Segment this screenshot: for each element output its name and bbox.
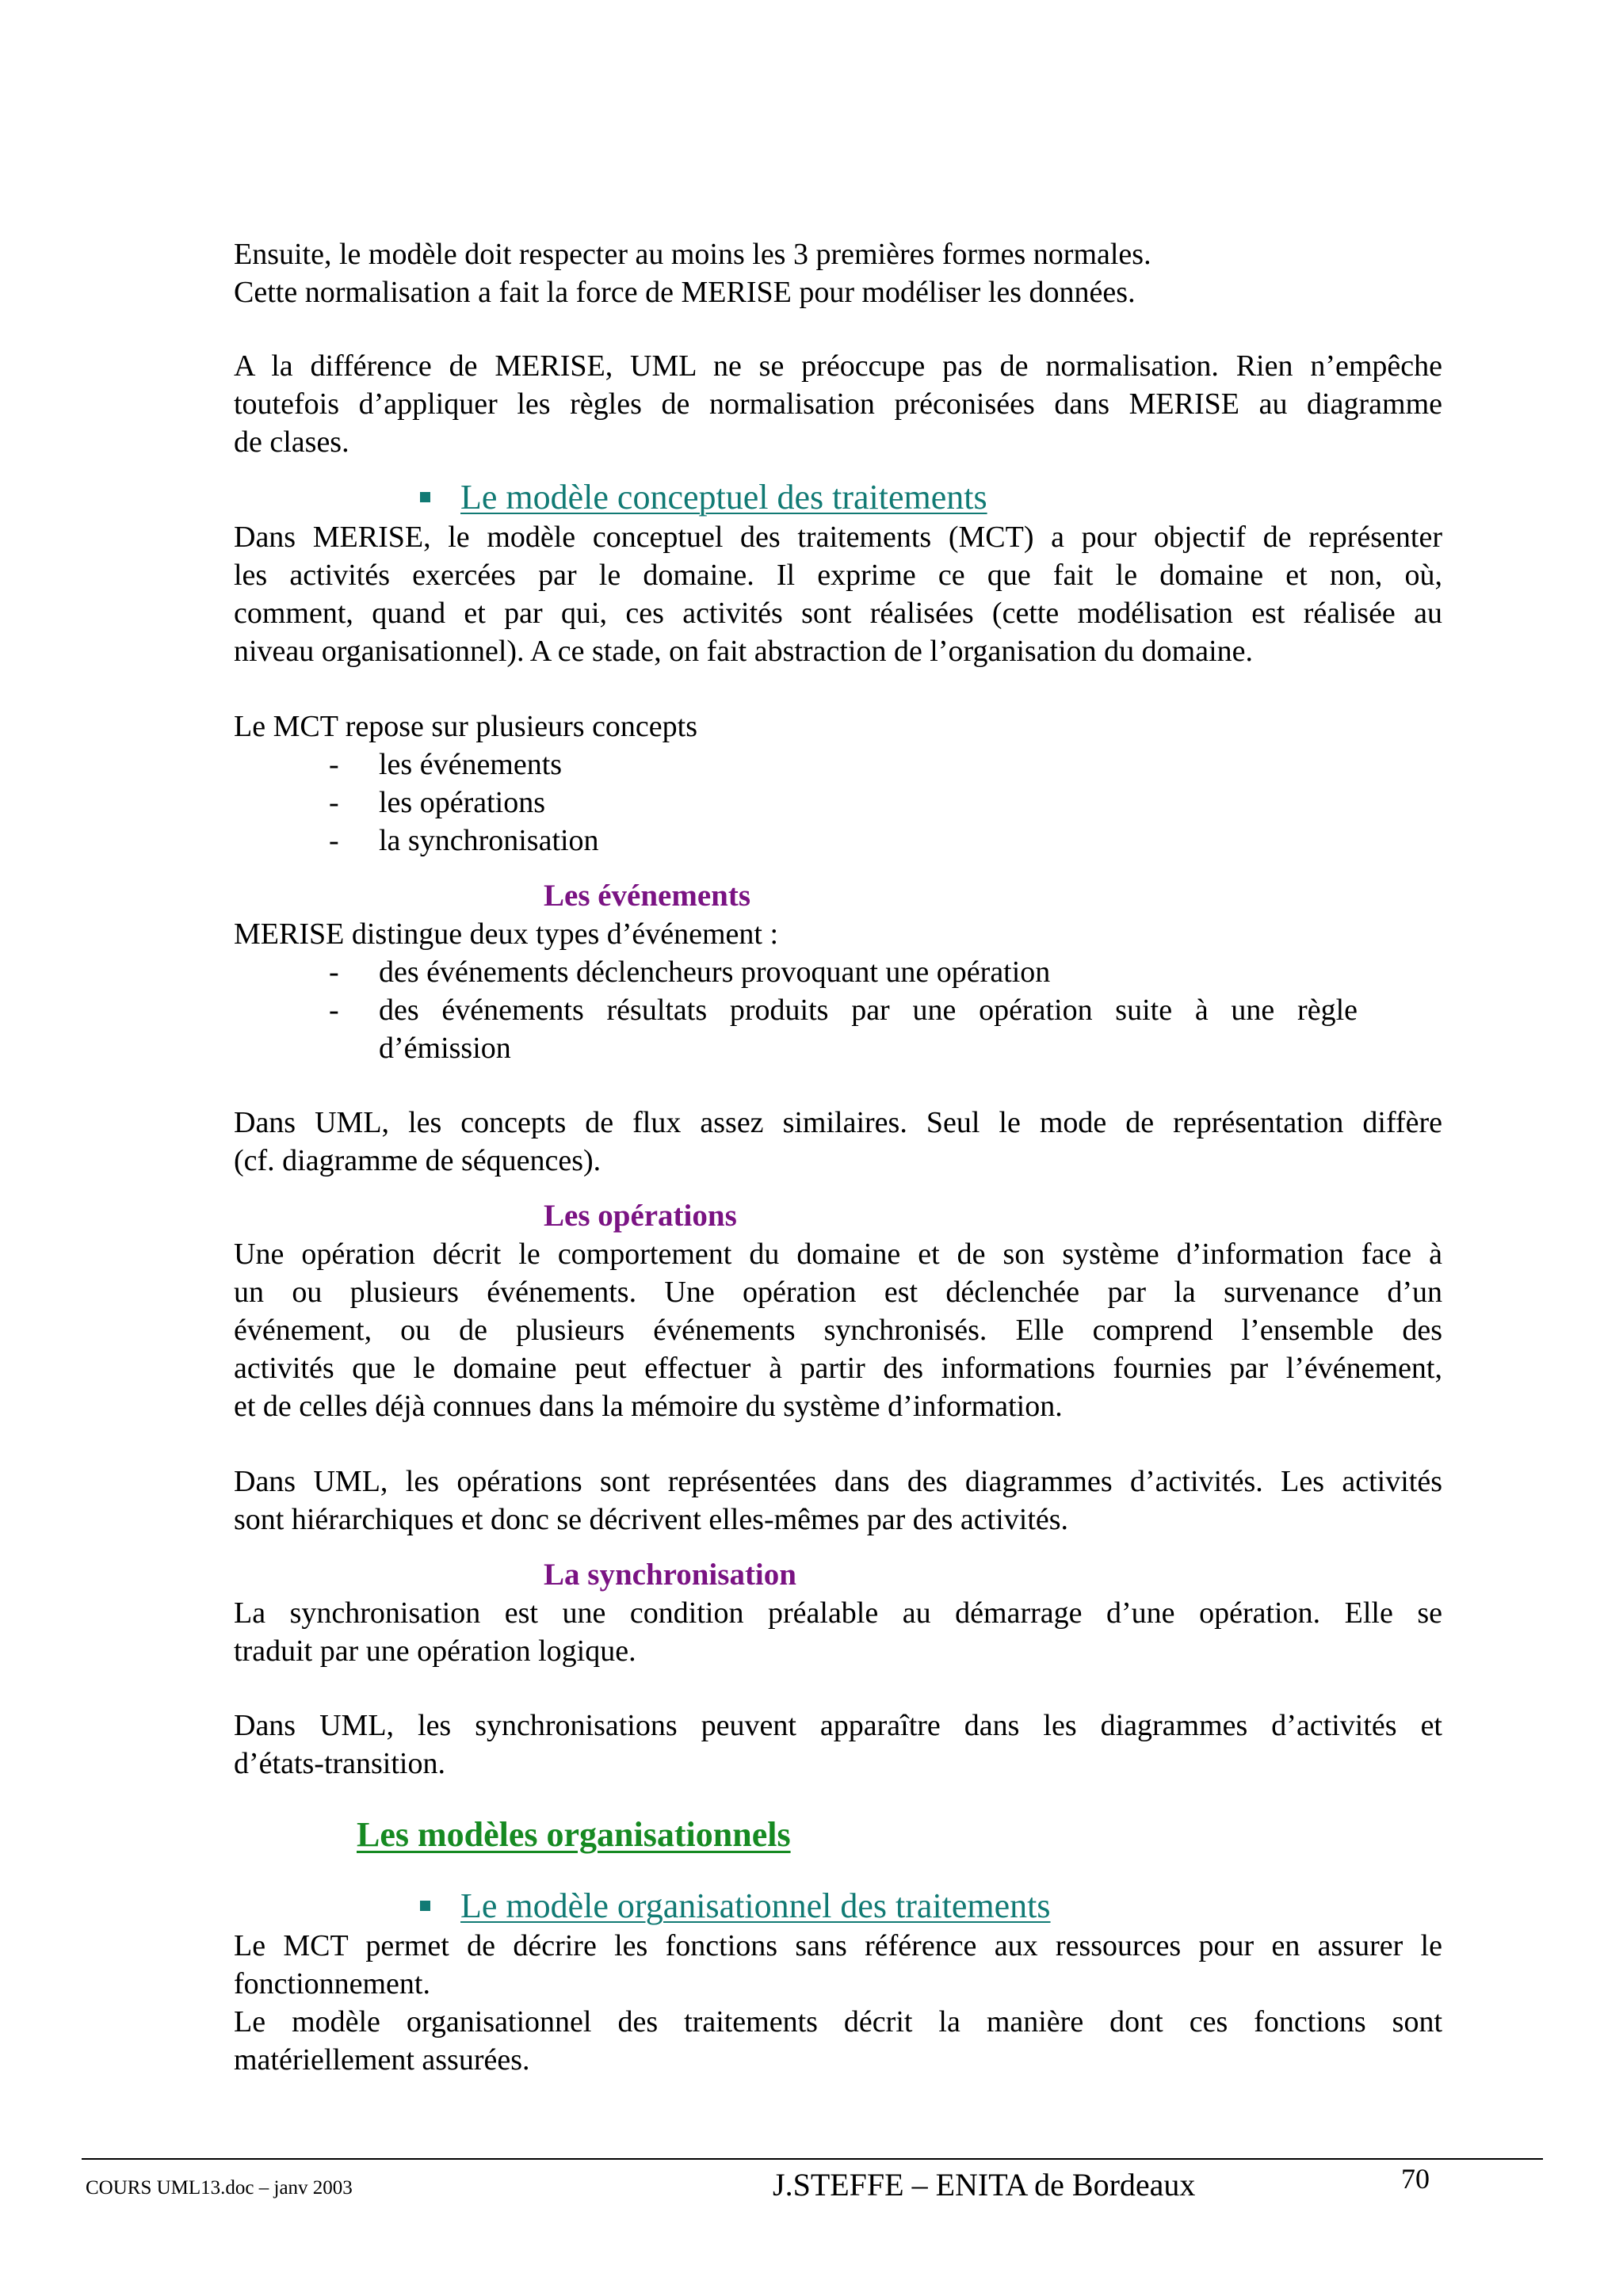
dash-bullet: -: [329, 994, 339, 1027]
paragraph-uml-normalisation: [234, 347, 1442, 461]
paragraph-operations-uml: [234, 1463, 1442, 1539]
paragraph-mot: [234, 1927, 1442, 2079]
text-line: Dans UML, les opérations sont représentées dans des diagrammes d’activités. Les activités: [234, 1465, 1442, 1498]
text-line: traduit par une opération logique.: [234, 1634, 636, 1668]
text-line: Dans UML, les concepts de flux assez similaires. Seul le mode de représentation diffère: [234, 1106, 1442, 1139]
text-line: niveau organisationnel). A ce stade, on fait abstraction de l’organisation du domaine.: [234, 635, 1254, 668]
paragraph-mct-intro: [234, 518, 1442, 670]
dash-bullet: -: [329, 955, 339, 989]
list-item: [329, 991, 1359, 1067]
text-line: des événements résultats produits par une opération suite à une règle: [379, 994, 1358, 1027]
text-line: (cf. diagramme de séquences).: [234, 1144, 601, 1177]
text-line: d’émission: [379, 1032, 511, 1065]
text-line: Dans MERISE, le modèle conceptuel des traitements (MCT) a pour objectif de représenter: [234, 521, 1442, 554]
text-line: comment, quand et par qui, ces activités sont réalisées (cette modélisation est réalisée au: [234, 597, 1442, 630]
text-line: toutefois d’appliquer les règles de normalisation préconisées dans MERISE au diagramme: [234, 387, 1442, 421]
heading-text: Le modèle organisationnel des traitements: [460, 1886, 1051, 1925]
text-line: Le MCT permet de décrire les fonctions sans référence aux ressources pour en assurer le: [234, 1929, 1442, 1962]
text-line: Le modèle organisationnel des traitements décrit la manière dont ces fonctions sont: [234, 2005, 1442, 2039]
footer-author: J.STEFFE – ENITA de Bordeaux: [773, 2167, 1196, 2203]
footer-divider: [82, 2158, 1543, 2160]
list-item-text: des événements déclencheurs provoquant une opération: [379, 955, 1051, 989]
text-line: sont hiérarchiques et donc se décrivent elles-mêmes par des activités.: [234, 1503, 1069, 1536]
footer-filename: COURS UML13.doc – janv 2003: [86, 2177, 353, 2199]
text-line: d’états-transition.: [234, 1747, 445, 1780]
paragraph-synchronisation-uml: [234, 1707, 1442, 1783]
dash-bullet: -: [329, 786, 339, 819]
paragraph-synchronisation: [234, 1594, 1442, 1670]
text-line: de clases.: [234, 425, 349, 459]
text-line: événement, ou de plusieurs événements synchronisés. Elle comprend l’ensemble des: [234, 1314, 1442, 1347]
subheading-evenements: Les événements: [544, 879, 751, 913]
list-item-text: les opérations: [379, 786, 546, 819]
subheading-operations: Les opérations: [544, 1199, 737, 1233]
square-bullet-icon: [420, 492, 430, 502]
dash-bullet: -: [329, 748, 339, 781]
text-line: fonctionnement.: [234, 1967, 430, 2000]
paragraph-operations: [234, 1235, 1442, 1425]
paragraph-evenements-intro: [234, 915, 1442, 953]
section-heading-organisationnels: Les modèles organisationnels: [357, 1815, 791, 1854]
list-item-text: les événements: [379, 748, 563, 781]
dash-bullet: -: [329, 824, 339, 857]
page-number: 70: [1401, 2163, 1430, 2195]
section-heading-mot: [420, 1886, 1051, 1927]
text-line: un ou plusieurs événements. Une opération est déclenchée par la survenance d’un: [234, 1276, 1442, 1309]
text-line: Le MCT repose sur plusieurs concepts: [234, 710, 698, 743]
heading-text: Le modèle conceptuel des traitements: [460, 478, 987, 517]
list-item-text: la synchronisation: [379, 824, 599, 857]
text-line: Une opération décrit le comportement du domaine et de son système d’information face à: [234, 1238, 1442, 1271]
text-line: MERISE distingue deux types d’événement :: [234, 917, 779, 951]
text-line: activités que le domaine peut effectuer à partir des informations fournies par l’événement,: [234, 1352, 1442, 1385]
text-line: les activités exercées par le domaine. Il exprime ce que fait le domaine et non, où,: [234, 559, 1442, 592]
list-item-text: [379, 991, 1358, 1067]
subheading-synchronisation: La synchronisation: [544, 1558, 796, 1592]
text-line: A la différence de MERISE, UML ne se préoccupe pas de normalisation. Rien n’empêche: [234, 349, 1442, 383]
text-line: et de celles déjà connues dans la mémoire du système d’information.: [234, 1390, 1063, 1423]
text-line: matériellement assurées.: [234, 2043, 530, 2077]
section-heading-mct: [420, 477, 987, 518]
text-line: La synchronisation est une condition préalable au démarrage d’une opération. Elle se: [234, 1596, 1442, 1630]
text-line: Ensuite, le modèle doit respecter au moins les 3 premières formes normales.: [234, 238, 1151, 271]
square-bullet-icon: [420, 1901, 430, 1911]
paragraph-normal-forms: [234, 235, 1442, 311]
paragraph-mct-concepts-intro: [234, 707, 1442, 746]
text-line: Dans UML, les synchronisations peuvent apparaître dans les diagrammes d’activités et: [234, 1709, 1442, 1742]
paragraph-evenements-uml: [234, 1104, 1442, 1180]
text-line: Cette normalisation a fait la force de MERISE pour modéliser les données.: [234, 276, 1136, 309]
